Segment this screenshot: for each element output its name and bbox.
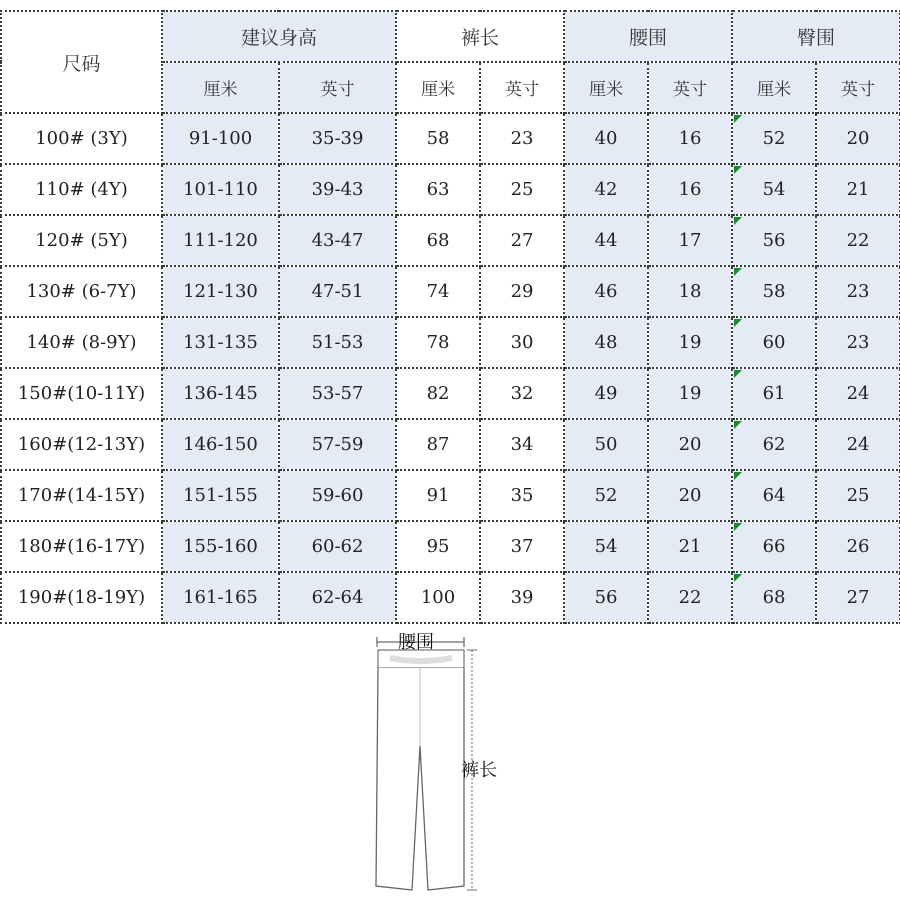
header-hip: 臀围 [732,11,900,62]
green-corner-marker [734,370,742,378]
length-cm-cell [396,164,480,215]
header-hip-cm: 厘米 [732,62,816,113]
size-cell-text: 170#(14-15Y) [17,485,146,506]
header-length-cm: 厘米 [396,62,480,113]
height-cm-cell [162,317,279,368]
height-inch-cell-text: 35-39 [311,128,364,149]
hip-cm-cell [732,113,816,164]
size-cell [1,521,162,572]
length-cm-cell-text: 68 [426,230,450,251]
length-cm-cell [396,368,480,419]
waist-inch-cell-text: 16 [678,179,702,200]
size-cell [1,317,162,368]
green-corner-marker [734,268,742,276]
height-inch-cell-text: 62-64 [311,587,364,608]
height-cm-cell [162,521,279,572]
pants-outline-illustration [360,628,540,900]
header-length-inch: 英寸 [480,62,564,113]
hip-cm-cell [732,215,816,266]
height-inch-cell-text: 57-59 [311,434,364,455]
hip-cm-cell [732,164,816,215]
header-height: 建议身高 [162,11,396,62]
size-chart-table [0,10,900,624]
height-cm-cell-text: 101-110 [183,179,258,200]
height-inch-cell [279,113,396,164]
length-inch-cell-text: 30 [510,332,534,353]
hip-inch-cell-text: 25 [846,485,870,506]
height-inch-cell [279,164,396,215]
length-inch-cell [480,521,564,572]
height-inch-cell [279,521,396,572]
height-cm-cell [162,164,279,215]
waist-cm-cell-text: 48 [594,332,618,353]
hip-inch-cell-text: 21 [846,179,870,200]
table-row [1,317,900,368]
waist-label: 腰围 [398,632,434,653]
hip-cm-cell [732,419,816,470]
height-inch-cell [279,317,396,368]
green-corner-marker [734,217,742,225]
header-pants-length: 裤长 [396,11,564,62]
length-inch-cell [480,368,564,419]
table-row [1,470,900,521]
waist-inch-cell [648,470,732,521]
waist-inch-cell-text: 17 [678,230,702,251]
length-cm-cell-text: 91 [426,485,450,506]
height-cm-cell-text: 136-145 [183,383,258,404]
height-cm-cell [162,368,279,419]
hip-inch-cell [816,164,900,215]
height-inch-cell-text: 60-62 [311,536,364,557]
length-cm-cell-text: 63 [426,179,450,200]
table-row [1,215,900,266]
size-cell-text: 190#(18-19Y) [17,587,146,608]
waist-inch-cell-text: 18 [678,281,702,302]
length-cm-cell-text: 95 [426,536,450,557]
hip-inch-cell-text: 23 [846,332,870,353]
table-row [1,521,900,572]
waist-cm-cell [564,521,648,572]
waist-cm-cell [564,572,648,623]
waist-inch-cell-text: 16 [678,128,702,149]
header-waist-inch: 英寸 [648,62,732,113]
waist-inch-cell-text: 21 [678,536,702,557]
header-height-inch: 英寸 [279,62,396,113]
length-inch-cell [480,419,564,470]
height-inch-cell-text: 39-43 [311,179,364,200]
length-cm-cell [396,215,480,266]
height-cm-cell [162,572,279,623]
hip-inch-cell-text: 23 [846,281,870,302]
length-inch-cell [480,266,564,317]
length-inch-cell [480,215,564,266]
hip-inch-cell-text: 24 [846,383,870,404]
length-cm-cell [396,470,480,521]
height-cm-cell-text: 121-130 [183,281,258,302]
waist-cm-cell [564,215,648,266]
height-cm-cell [162,113,279,164]
height-inch-cell [279,368,396,419]
size-cell-text: 140# (8-9Y) [26,332,137,353]
length-inch-cell-text: 32 [510,383,534,404]
height-inch-cell [279,419,396,470]
hip-cm-cell-text: 52 [762,128,786,149]
height-cm-cell-text: 161-165 [183,587,258,608]
waist-inch-cell [648,572,732,623]
size-cell [1,164,162,215]
waist-inch-cell-text: 19 [678,383,702,404]
waist-cm-cell-text: 54 [594,536,618,557]
table-row [1,113,900,164]
header-size: 尺码 [1,11,162,113]
length-cm-cell-text: 58 [426,128,450,149]
waist-inch-cell [648,368,732,419]
size-cell [1,368,162,419]
length-inch-cell-text: 29 [510,281,534,302]
length-inch-cell [480,164,564,215]
length-inch-cell-text: 39 [510,587,534,608]
hip-cm-cell-text: 54 [762,179,786,200]
length-cm-cell [396,317,480,368]
size-cell [1,419,162,470]
height-inch-cell [279,266,396,317]
hip-cm-cell-text: 60 [762,332,786,353]
pants-measurement-diagram [360,628,540,900]
length-cm-cell [396,419,480,470]
waist-cm-cell-text: 49 [594,383,618,404]
height-cm-cell [162,419,279,470]
height-cm-cell-text: 146-150 [183,434,258,455]
waist-cm-cell [564,470,648,521]
waist-cm-cell-text: 42 [594,179,618,200]
length-inch-cell-text: 23 [510,128,534,149]
hip-cm-cell [732,317,816,368]
waist-cm-cell [564,419,648,470]
waist-inch-cell-text: 19 [678,332,702,353]
length-cm-cell [396,266,480,317]
size-cell-text: 160#(12-13Y) [17,434,146,455]
length-inch-cell [480,113,564,164]
hip-cm-cell-text: 61 [762,383,786,404]
hip-inch-cell [816,470,900,521]
length-inch-cell-text: 34 [510,434,534,455]
waist-cm-cell [564,164,648,215]
green-corner-marker [734,166,742,174]
hip-inch-cell [816,317,900,368]
waist-inch-cell [648,419,732,470]
waist-cm-cell [564,368,648,419]
length-cm-cell-text: 82 [426,383,450,404]
height-inch-cell [279,572,396,623]
length-cm-cell [396,521,480,572]
waist-cm-cell-text: 50 [594,434,618,455]
size-cell-text: 150#(10-11Y) [17,383,146,404]
waist-inch-cell [648,164,732,215]
size-cell-text: 100# (3Y) [35,128,128,149]
green-corner-marker [734,319,742,327]
waist-inch-cell [648,317,732,368]
height-cm-cell-text: 151-155 [183,485,258,506]
hip-inch-cell [816,521,900,572]
length-inch-cell [480,572,564,623]
table-row [1,164,900,215]
hip-cm-cell-text: 62 [762,434,786,455]
header-hip-inch: 英寸 [816,62,900,113]
height-cm-cell [162,470,279,521]
size-cell [1,215,162,266]
hip-inch-cell [816,419,900,470]
size-cell [1,266,162,317]
waist-cm-cell-text: 40 [594,128,618,149]
length-cm-cell [396,113,480,164]
table-row [1,572,900,623]
hip-cm-cell-text: 68 [762,587,786,608]
length-cm-cell-text: 87 [426,434,450,455]
green-corner-marker [734,523,742,531]
length-inch-cell [480,470,564,521]
waist-cm-cell [564,266,648,317]
hip-inch-cell [816,368,900,419]
table-row [1,368,900,419]
waist-cm-cell-text: 44 [594,230,618,251]
waist-inch-cell [648,113,732,164]
length-cm-cell-text: 100 [420,587,456,608]
size-cell-text: 120# (5Y) [35,230,128,251]
table-row [1,266,900,317]
hip-cm-cell-text: 56 [762,230,786,251]
length-inch-cell-text: 25 [510,179,534,200]
size-cell [1,572,162,623]
waist-inch-cell [648,215,732,266]
hip-inch-cell-text: 26 [846,536,870,557]
hip-inch-cell-text: 24 [846,434,870,455]
height-inch-cell-text: 43-47 [311,230,364,251]
waist-cm-cell-text: 46 [594,281,618,302]
green-corner-marker [734,421,742,429]
table-row [1,419,900,470]
waist-inch-cell [648,266,732,317]
hip-cm-cell [732,368,816,419]
hip-inch-cell [816,266,900,317]
waist-inch-cell-text: 20 [678,485,702,506]
waist-inch-cell [648,521,732,572]
green-corner-marker [734,115,742,123]
waist-cm-cell [564,317,648,368]
height-inch-cell-text: 53-57 [311,383,364,404]
hip-cm-cell [732,572,816,623]
hip-cm-cell [732,521,816,572]
height-cm-cell-text: 91-100 [188,128,253,149]
hip-inch-cell-text: 22 [846,230,870,251]
size-cell-text: 110# (4Y) [35,179,128,200]
length-inch-cell-text: 37 [510,536,534,557]
hip-inch-cell-text: 27 [846,587,870,608]
height-inch-cell-text: 59-60 [311,485,364,506]
hip-cm-cell [732,266,816,317]
size-cell-text: 180#(16-17Y) [17,536,146,557]
length-cm-cell-text: 78 [426,332,450,353]
height-cm-cell [162,215,279,266]
length-cm-cell-text: 74 [426,281,450,302]
height-inch-cell-text: 47-51 [311,281,364,302]
hip-inch-cell [816,113,900,164]
size-cell [1,470,162,521]
waist-cm-cell-text: 52 [594,485,618,506]
height-inch-cell [279,470,396,521]
length-inch-cell [480,317,564,368]
size-cell [1,113,162,164]
header-waist-cm: 厘米 [564,62,648,113]
waist-inch-cell-text: 22 [678,587,702,608]
waist-cm-cell-text: 56 [594,587,618,608]
height-cm-cell-text: 155-160 [183,536,258,557]
height-cm-cell-text: 131-135 [183,332,258,353]
green-corner-marker [734,574,742,582]
height-cm-cell-text: 111-120 [183,230,258,251]
hip-inch-cell-text: 20 [846,128,870,149]
length-inch-cell-text: 27 [510,230,534,251]
waist-inch-cell-text: 20 [678,434,702,455]
pants-length-label: 裤长 [461,760,497,781]
height-cm-cell [162,266,279,317]
hip-inch-cell [816,572,900,623]
green-corner-marker [734,472,742,480]
size-cell-text: 130# (6-7Y) [26,281,137,302]
height-inch-cell [279,215,396,266]
hip-cm-cell-text: 58 [762,281,786,302]
header-waist: 腰围 [564,11,732,62]
hip-cm-cell [732,470,816,521]
length-cm-cell [396,572,480,623]
length-inch-cell-text: 35 [510,485,534,506]
waist-cm-cell [564,113,648,164]
hip-cm-cell-text: 66 [762,536,786,557]
header-height-cm: 厘米 [162,62,279,113]
height-inch-cell-text: 51-53 [311,332,364,353]
hip-cm-cell-text: 64 [762,485,786,506]
hip-inch-cell [816,215,900,266]
